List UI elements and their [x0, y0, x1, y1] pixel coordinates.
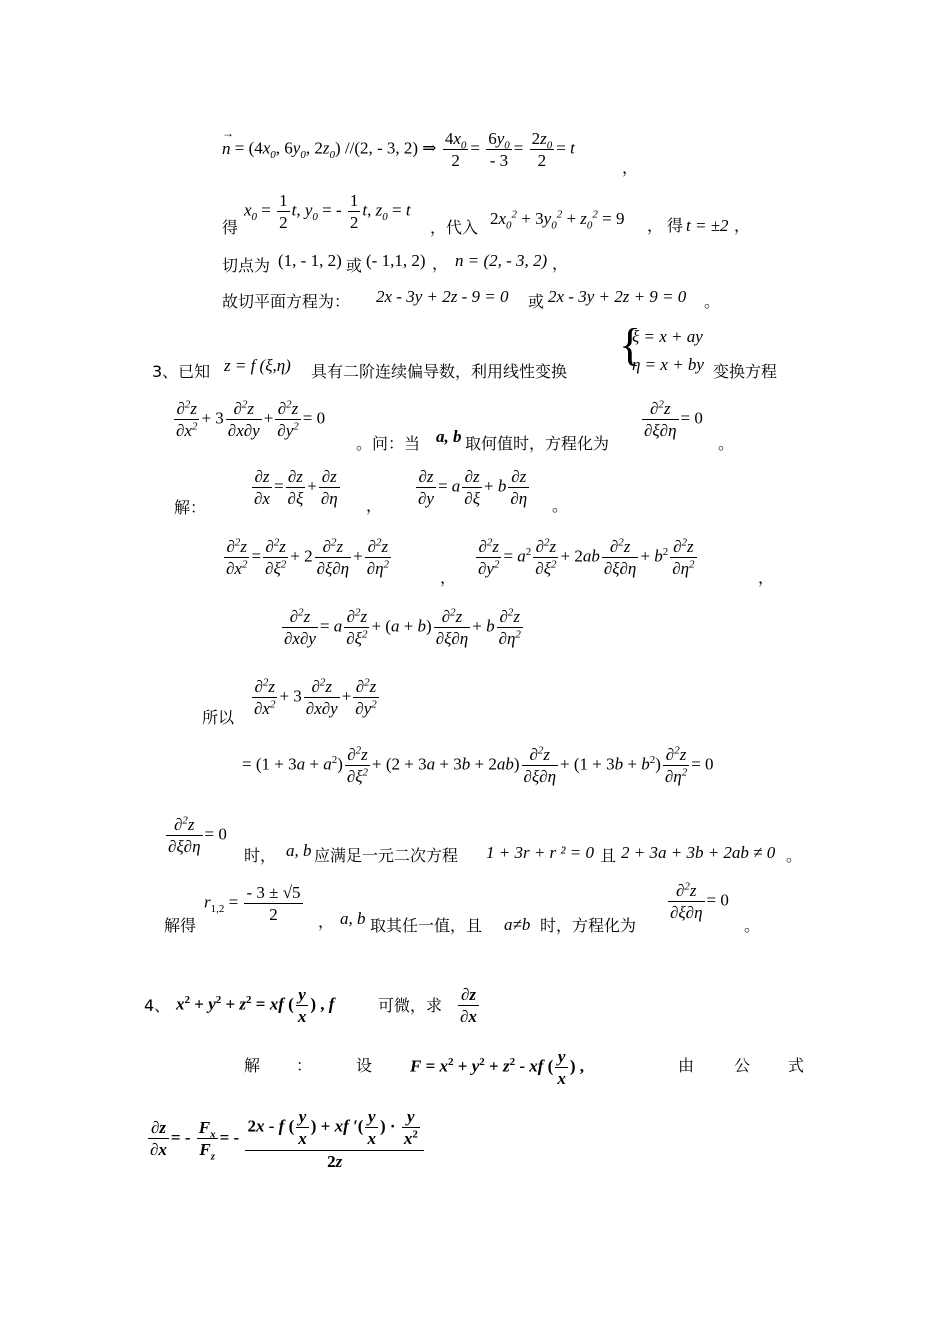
p4-F-def: $F = x^2 + y^2 + z^2$ - xf ( $\frac{y}{x}$ ) ,: [410, 1047, 585, 1089]
p3-ab: a, b: [436, 427, 462, 446]
p4-dzdx: $\frac{\partial z}{\partial x}$: [460, 985, 477, 1027]
p3-num: 3、已知: [152, 362, 211, 381]
yingman-label: 应满足一元二次方程: [314, 846, 459, 865]
qie-label: 且: [600, 846, 617, 865]
p3-mid: 具有二阶连续偏导数，利用线性变换: [311, 362, 568, 381]
eq-roots: $r_{1,2}$ = $\frac{- 3 \pm √5}{2}$: [204, 883, 301, 925]
eq-sum-rhs: = $(1 + 3a + a^2)$ $\frac{\partial^2z}{\partial\xi^2}$ + (2 + 3a + 3b + 2ab) $\frac{\partial^2z}{\partial\xi\partial\eta}$ + $(1 + 3b + b^2)$ $\frac{\partial^2z}{\partial\eta^2}$ = 0: [242, 744, 714, 787]
p4-gong: 公: [734, 1056, 751, 1075]
l4-end: 。: [704, 292, 721, 311]
eq-ellipsoid: $2x_0^2 + 3y_0^2 + z_0^2 = 9$: [490, 208, 625, 232]
l4-eq2: 2x - 3y + 2z + 9 = 0: [548, 287, 687, 306]
l3-n: n = (2, - 3, 2): [455, 251, 548, 270]
l4-or: 或: [528, 292, 545, 311]
suoyi-label: 所以: [202, 708, 235, 727]
p3-end: 变换方程: [713, 362, 778, 381]
eq-d2z-dx2: $\frac{\partial^2z}{\partial x^2}$ = $\frac{\partial^2z}{\partial\xi^2}$ + 2 $\frac{\partial^2z}{\partial\xi\partial\eta}$ + $\frac{\partial^2z}{\partial\eta^2}$: [226, 536, 390, 579]
shi-label: 时，: [244, 846, 277, 865]
p3-q3: 。: [718, 434, 735, 453]
eq-d2z-dy2: $\frac{\partial^2z}{\partial y^2}$ = $a^2$ $\frac{\partial^2z}{\partial\xi^2}$ + 2ab $\frac{\partial^2z}{\partial\xi\partial\eta}$ + $b^2$ $\frac{\partial^2z}{\partial\eta^2}$: [478, 536, 695, 579]
l3-comma: ，: [432, 254, 449, 273]
eq-sum-lhs: $\frac{\partial^2z}{\partial x^2}$ + 3 $\frac{\partial^2z}{\partial x\partial y}$ + $\frac{\partial^2z}{\partial y^2}$: [254, 676, 377, 719]
p4-shi: 式: [788, 1056, 805, 1075]
p4-she: 设: [356, 1056, 373, 1075]
l4-eq1: 2x - 3y + 2z - 9 = 0: [376, 287, 509, 306]
eq-quadratic: 1 + 3r + r ² = 0: [486, 843, 594, 862]
period-3: 。: [744, 916, 761, 935]
p4-num: 4、: [144, 996, 171, 1015]
eq-point-params: $x_0$ = $\frac{1}{2}$ t, $y_0$ = - $\frac{1}{2}$ t, $z_0 = t$: [244, 191, 411, 233]
l3-end: ，: [552, 254, 569, 273]
jiede-label: 解得: [164, 916, 197, 935]
l2-daiyi: ，代入: [430, 218, 479, 237]
period-2: 。: [786, 846, 803, 865]
eq-original-pde: $\frac{\partial^2z}{\partial x^2}$ + 3 $\frac{\partial^2z}{\partial x\partial y}$ + $\frac{\partial^2z}{\partial y^2}$ = 0: [176, 398, 326, 441]
p4-kewei: 可微，求: [378, 996, 443, 1015]
eq-t-value: t = ±2: [686, 216, 729, 235]
eq-target-pde-3: $\frac{\partial^2z}{\partial\xi\partial\eta}$ = 0: [670, 880, 729, 923]
comma-2: ，: [440, 568, 457, 587]
a-neq-b: a≠b: [504, 915, 531, 934]
ab-3: a, b: [340, 909, 366, 928]
p3-q2: 取何值时，方程化为: [465, 434, 610, 453]
l3-p1: (1, - 1, 2): [278, 251, 342, 270]
l2-de: 得: [222, 218, 239, 237]
l2-end: ，: [734, 216, 751, 235]
p4-result: $\frac{\partial z}{\partial x}$ = - $\frac{F_x}{F_z}$ = - 2x - f ( $\frac{y}{x}$ ) + xf ′( $\frac{y}{x}$ ) · $\frac{y}{x^2}$ 2z: [146, 1106, 426, 1172]
shi2-label: 时，方程化为: [540, 916, 637, 935]
period-1: 。: [552, 496, 569, 515]
p4-eq: $x^2 + y^2 + z^2$ = xf ( $\frac{y}{x}$ ) , f: [176, 985, 335, 1027]
p3-sys2: η = x + by: [632, 355, 704, 374]
comma-4: ，: [318, 912, 335, 931]
eq-dz-dx: $\frac{\partial z}{\partial x}$ = $\frac{\partial z}{\partial\xi}$ + $\frac{\partial z}{\partial\eta}$: [254, 467, 338, 509]
eq-target-pde: $\frac{\partial^2z}{\partial\xi\partial\eta}$ = 0: [644, 398, 703, 441]
l2-dede: 得: [667, 216, 684, 235]
eq-dz-dy: $\frac{\partial z}{\partial y}$ = a $\frac{\partial z}{\partial\xi}$ + b $\frac{\partial z}{\partial\eta}$: [418, 467, 528, 509]
p4-jie1: 解: [244, 1056, 261, 1075]
p4-jie2: ：: [296, 1056, 313, 1075]
comma-1: ，: [366, 496, 383, 515]
quyi-label: 取其任一值，且: [370, 916, 483, 935]
eq-d2z-dxdy: $\frac{\partial^2z}{\partial x\partial y}$ = a $\frac{\partial^2z}{\partial\xi^2}$ + (a + b) $\frac{\partial^2z}{\partial\xi\partial\eta}$ + b $\frac{\partial^2z}{\partial\eta^2}$: [284, 606, 521, 649]
p4-you: 由: [678, 1056, 695, 1075]
eq-condition: 2 + 3a + 3b + 2ab ≠ 0: [621, 843, 776, 862]
l3-qiedian: 切点为: [222, 256, 271, 275]
p3-brace: {: [619, 319, 642, 370]
l2-comma: ，: [647, 216, 664, 235]
l1-comma: ，: [622, 158, 639, 177]
l3-or: 或: [346, 256, 363, 275]
eq-normal-parallel: n → = ($4x_0$, $6y_0$, $2z_0$) //(2, - 3, 2) ⇒ $\frac{4x_0}{2}$ = $\frac{6y_0}{- 3}$ = $\frac{2z_0}{2}$ = t: [222, 125, 575, 171]
ab-2: a, b: [286, 841, 312, 860]
jie-label: 解：: [174, 498, 207, 517]
l4-text: 故切平面方程为：: [222, 292, 351, 311]
p3-sys1: ξ = x + ay: [632, 327, 703, 346]
p3-func: z = f (ξ,η): [224, 356, 291, 375]
l3-p2: (- 1,1, 2): [366, 251, 426, 270]
p3-q1: 。问：当: [356, 434, 421, 453]
eq-target-pde-2: $\frac{\partial^2z}{\partial\xi\partial\eta}$ = 0: [168, 814, 227, 857]
comma-3: ，: [758, 568, 775, 587]
